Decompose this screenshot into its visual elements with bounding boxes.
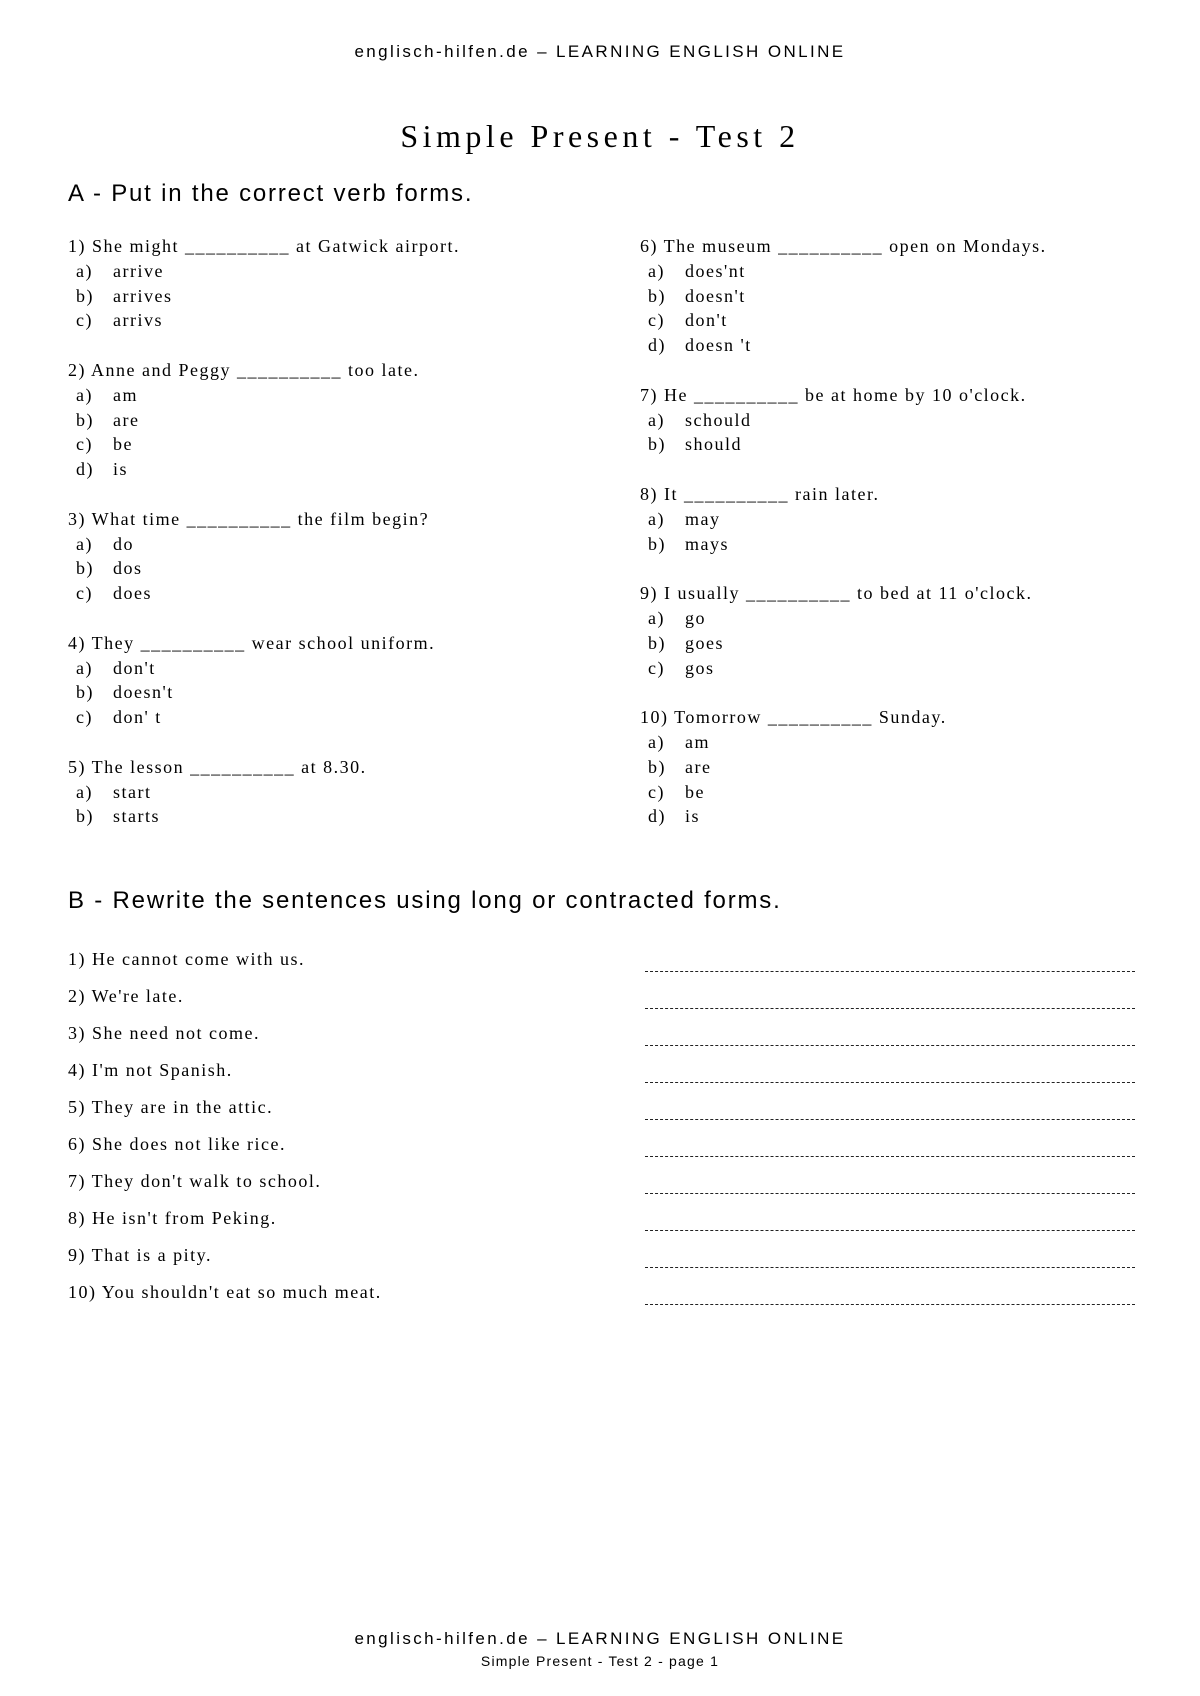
question-stem: 5) The lesson __________ at 8.30. — [68, 756, 367, 777]
questions-right-column — [640, 234, 1160, 854]
option-letter: a) — [648, 607, 665, 628]
option-letter: c) — [648, 781, 665, 802]
option-text: is — [113, 459, 129, 480]
option-letter: c) — [76, 583, 93, 604]
rewrite-sentence: 9) That is a pity. — [68, 1245, 212, 1265]
answer-option[interactable] — [640, 780, 1160, 805]
answer-line[interactable] — [645, 1169, 1135, 1194]
option-text: starts — [113, 806, 160, 827]
answer-line[interactable] — [645, 1280, 1135, 1305]
answer-option[interactable] — [68, 432, 628, 457]
answer-line[interactable] — [645, 1243, 1135, 1268]
option-text: dos — [113, 558, 143, 579]
answer-option[interactable] — [640, 656, 1160, 681]
option-letter: a) — [76, 781, 93, 802]
answer-option[interactable] — [68, 532, 628, 557]
rewrite-sentence: 4) I'm not Spanish. — [68, 1060, 233, 1080]
answer-option[interactable] — [640, 308, 1160, 333]
question-stem: 2) Anne and Peggy __________ too late. — [68, 359, 420, 380]
rewrite-list — [68, 947, 1136, 1317]
question-item — [68, 631, 628, 730]
answer-option[interactable] — [640, 532, 1160, 557]
option-text: go — [685, 607, 706, 628]
answer-option[interactable] — [68, 408, 628, 433]
rewrite-sentence: 6) She does not like rice. — [68, 1134, 286, 1154]
answer-option[interactable] — [68, 383, 628, 408]
option-text: be — [685, 781, 705, 802]
rewrite-item — [68, 947, 1136, 984]
option-text: arrive — [113, 260, 164, 281]
option-letter: b) — [648, 756, 666, 777]
question-stem: 1) She might __________ at Gatwick airport. — [68, 236, 460, 256]
question-stem: 9) I usually __________ to bed at 11 o'clock. — [640, 583, 1033, 604]
question-item — [640, 581, 1160, 680]
answer-option[interactable] — [68, 457, 628, 482]
answer-option[interactable] — [640, 606, 1160, 631]
answer-line[interactable] — [645, 1095, 1135, 1120]
answer-line[interactable] — [645, 984, 1135, 1009]
rewrite-item — [68, 1243, 1136, 1280]
answer-option[interactable] — [68, 556, 628, 581]
option-text: don't — [113, 657, 156, 678]
answer-option[interactable] — [640, 333, 1160, 358]
option-text: be — [113, 434, 133, 455]
option-letter: a) — [76, 384, 93, 405]
answer-option[interactable] — [68, 680, 628, 705]
option-text: doesn't — [685, 285, 746, 306]
answer-option[interactable] — [68, 284, 628, 309]
option-letter: b) — [648, 632, 666, 653]
rewrite-item — [68, 1206, 1136, 1243]
page-footer — [0, 1629, 1200, 1669]
option-text: arrives — [113, 285, 173, 306]
option-text: does'nt — [685, 260, 746, 281]
question-stem: 6) The museum __________ open on Mondays. — [640, 236, 1047, 256]
answer-option[interactable] — [640, 507, 1160, 532]
page-header: englisch-hilfen.de – LEARNING ENGLISH ONLINE — [354, 42, 846, 61]
answer-option[interactable] — [640, 730, 1160, 755]
rewrite-item — [68, 1132, 1136, 1169]
answer-option[interactable] — [68, 581, 628, 606]
answer-line[interactable] — [645, 1206, 1135, 1231]
option-text: don't — [685, 310, 728, 331]
footer-site: englisch-hilfen.de – LEARNING ENGLISH ONLINE — [354, 1629, 846, 1648]
answer-option[interactable] — [640, 631, 1160, 656]
rewrite-item — [68, 1169, 1136, 1206]
option-text: do — [113, 533, 134, 554]
question-item — [640, 234, 1160, 358]
answer-line[interactable] — [645, 1021, 1135, 1046]
option-letter: b) — [648, 285, 666, 306]
rewrite-sentence: 5) They are in the attic. — [68, 1097, 274, 1117]
rewrite-sentence: 3) She need not come. — [68, 1023, 260, 1043]
option-letter: c) — [76, 434, 93, 455]
answer-option[interactable] — [68, 804, 628, 829]
option-letter: b) — [76, 409, 94, 430]
option-letter: c) — [76, 310, 93, 331]
option-text: gos — [685, 657, 715, 678]
question-stem: 7) He __________ be at home by 10 o'clock. — [640, 384, 1027, 405]
rewrite-sentence: 1) He cannot come with us. — [68, 949, 305, 969]
answer-option[interactable] — [68, 656, 628, 681]
answer-line[interactable] — [645, 1058, 1135, 1083]
rewrite-item — [68, 1095, 1136, 1132]
question-item — [68, 507, 628, 606]
question-item — [68, 358, 628, 482]
answer-option[interactable] — [68, 308, 628, 333]
option-letter: a) — [648, 409, 665, 430]
page-title: Simple Present - Test 2 — [400, 118, 800, 154]
option-text: mays — [685, 533, 729, 554]
option-letter: a) — [76, 657, 93, 678]
option-letter: b) — [76, 682, 94, 703]
answer-option[interactable] — [640, 259, 1160, 284]
rewrite-sentence: 2) We're late. — [68, 986, 184, 1006]
question-item — [640, 705, 1160, 829]
question-item — [68, 234, 628, 333]
option-text: goes — [685, 632, 724, 653]
section-a-heading: A - Put in the correct verb forms. — [68, 180, 474, 207]
option-letter: a) — [76, 533, 93, 554]
answer-option[interactable] — [68, 259, 628, 284]
answer-line[interactable] — [645, 1132, 1135, 1157]
questions-left-column — [68, 234, 628, 854]
answer-option[interactable] — [640, 755, 1160, 780]
option-text: doesn't — [113, 682, 174, 703]
answer-option[interactable] — [640, 408, 1160, 433]
rewrite-item — [68, 1021, 1136, 1058]
question-stem: 10) Tomorrow __________ Sunday. — [640, 707, 947, 728]
option-text: don' t — [113, 707, 162, 728]
option-text: doesn 't — [685, 335, 752, 356]
option-letter: c) — [648, 310, 665, 331]
option-letter: c) — [648, 657, 665, 678]
section-b-heading: B - Rewrite the sentences using long or contracted forms. — [68, 887, 782, 914]
option-letter: a) — [76, 260, 93, 281]
option-letter: b) — [76, 806, 94, 827]
option-text: does — [113, 583, 152, 604]
option-text: start — [113, 781, 152, 802]
option-text: should — [685, 434, 743, 455]
answer-option[interactable] — [640, 284, 1160, 309]
answer-option[interactable] — [640, 432, 1160, 457]
option-letter: d) — [648, 806, 666, 827]
rewrite-item — [68, 984, 1136, 1021]
rewrite-sentence: 10) You shouldn't eat so much meat. — [68, 1282, 382, 1302]
question-stem: 8) It __________ rain later. — [640, 483, 880, 504]
option-letter: a) — [648, 260, 665, 281]
question-item — [68, 755, 628, 829]
option-letter: b) — [76, 285, 94, 306]
option-letter: a) — [648, 731, 665, 752]
option-text: am — [685, 731, 710, 752]
option-letter: d) — [76, 459, 94, 480]
answer-line[interactable] — [645, 947, 1135, 972]
option-letter: c) — [76, 707, 93, 728]
answer-option[interactable] — [68, 780, 628, 805]
option-text: may — [685, 508, 721, 529]
question-stem: 4) They __________ wear school uniform. — [68, 632, 436, 653]
rewrite-sentence: 8) He isn't from Peking. — [68, 1208, 277, 1228]
option-text: schould — [685, 409, 752, 430]
answer-option[interactable] — [640, 804, 1160, 829]
option-letter: b) — [648, 533, 666, 554]
question-item — [640, 482, 1160, 556]
option-text: are — [113, 409, 140, 430]
rewrite-sentence: 7) They don't walk to school. — [68, 1171, 322, 1191]
question-item — [640, 383, 1160, 457]
option-letter: b) — [648, 434, 666, 455]
option-letter: d) — [648, 335, 666, 356]
rewrite-item — [68, 1280, 1136, 1317]
option-text: am — [113, 384, 138, 405]
option-text: are — [685, 756, 712, 777]
question-stem: 3) What time __________ the film begin? — [68, 508, 430, 529]
answer-option[interactable] — [68, 705, 628, 730]
footer-page-info: Simple Present - Test 2 - page 1 — [480, 1653, 720, 1669]
option-letter: a) — [648, 508, 665, 529]
rewrite-item — [68, 1058, 1136, 1095]
option-text: arrivs — [113, 310, 163, 331]
option-letter: b) — [76, 558, 94, 579]
option-text: is — [685, 806, 701, 827]
